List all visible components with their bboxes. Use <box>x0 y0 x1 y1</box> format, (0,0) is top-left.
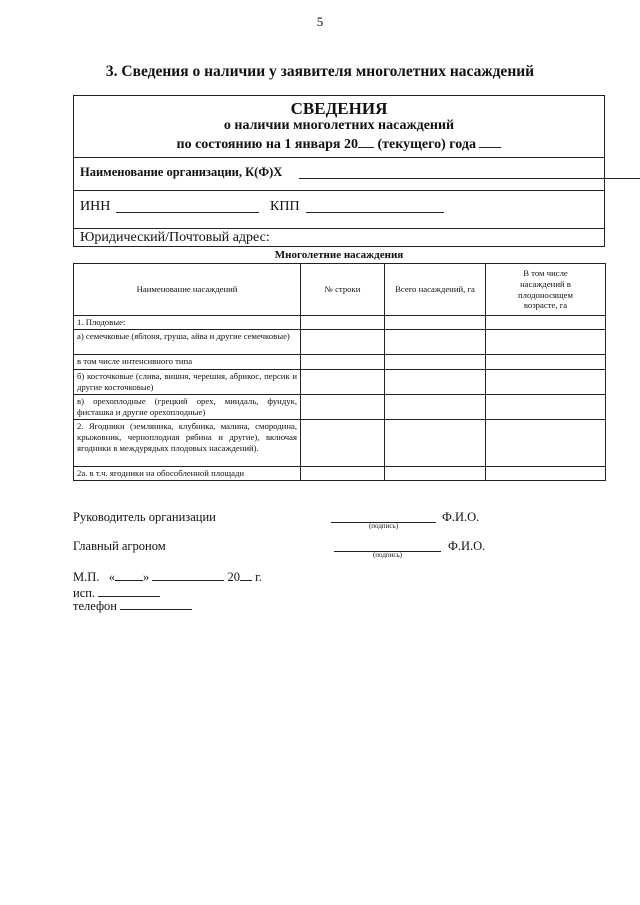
row-number-cell[interactable] <box>301 466 385 480</box>
total-cell[interactable] <box>385 394 486 419</box>
address-label: Юридический/Почтовый адрес: <box>80 230 270 245</box>
row-number-cell[interactable] <box>301 369 385 394</box>
row-label: 2а. в т.ч. ягодники на обособленной площади <box>74 466 301 480</box>
year-prefix: 20 <box>227 570 241 584</box>
total-cell[interactable] <box>385 316 486 330</box>
page-number: 5 <box>316 14 324 29</box>
header-date-line <box>74 135 604 153</box>
head-of-org-label: Руководитель организации <box>73 510 216 524</box>
row-label: а) семечковые (яблоня, груша, айва и другие семечковые) <box>74 329 301 354</box>
col-header-row-number: № строки <box>301 264 385 316</box>
inn-field[interactable] <box>116 212 259 213</box>
inn-divider <box>74 228 604 229</box>
kpp-label: КПП <box>270 199 300 214</box>
table-row <box>74 329 606 354</box>
total-cell[interactable] <box>385 329 486 354</box>
total-cell[interactable] <box>385 369 486 394</box>
head-signature-caption: (подпись) <box>368 522 399 530</box>
table-row <box>74 466 606 480</box>
bearing-cell[interactable] <box>486 466 606 480</box>
header-subtitle: о наличии многолетних насаждений <box>223 118 455 133</box>
org-name-label: Наименование организации, К(Ф)Х <box>80 165 283 179</box>
executor-label: исп. <box>73 586 96 600</box>
row-label: 1. Плодовые: <box>74 316 301 330</box>
row-label: 2. Ягодники (земляника, клубника, малина, смородина, крыжовник, черноплодная рябина и другие), включая ягодники в междурядьях плодовых насаждений). <box>74 419 301 466</box>
row-label: в) орехоплодные (грецкий орех, миндаль, фундук, фисташка и другие орехоплодные) <box>74 394 301 419</box>
bearing-cell[interactable] <box>486 419 606 466</box>
mp-label: М.П. <box>73 570 100 584</box>
info-header-box <box>73 95 605 247</box>
bearing-cell[interactable] <box>486 329 606 354</box>
date-tail-line <box>479 135 501 148</box>
header-date-prefix: по состоянию на 1 января 20 <box>176 137 358 152</box>
phone-line <box>73 598 192 614</box>
bearing-cell[interactable] <box>486 394 606 419</box>
table-row <box>74 316 606 330</box>
header-date-suffix: (текущего) года <box>373 137 476 152</box>
total-cell[interactable] <box>385 419 486 466</box>
year-field[interactable] <box>240 569 252 581</box>
row-number-cell[interactable] <box>301 354 385 369</box>
agronomist-signature-caption: (подпись) <box>372 551 403 559</box>
row-number-cell[interactable] <box>301 316 385 330</box>
header-title: СВЕДЕНИЯ <box>290 99 388 118</box>
org-divider <box>74 190 604 191</box>
header-divider <box>74 157 604 158</box>
chief-agronomist-label: Главный агроном <box>73 539 166 553</box>
bearing-cell[interactable] <box>486 354 606 369</box>
table-row <box>74 419 606 466</box>
col-header-total: Всего насаждений, га <box>385 264 486 316</box>
row-number-cell[interactable] <box>301 394 385 419</box>
phone-field[interactable] <box>120 598 192 610</box>
month-field[interactable] <box>152 569 224 581</box>
bearing-cell[interactable] <box>486 369 606 394</box>
inn-label: ИНН <box>80 199 111 214</box>
org-name-field[interactable] <box>299 178 640 179</box>
table-title: Многолетние насаждения <box>274 249 404 261</box>
table-row <box>74 394 606 419</box>
col-header-name: Наименование насаждений <box>74 264 301 316</box>
row-label: в том числе интенсивного типа <box>74 354 301 369</box>
bearing-cell[interactable] <box>486 316 606 330</box>
table-header-row <box>74 264 606 316</box>
total-cell[interactable] <box>385 466 486 480</box>
row-number-cell[interactable] <box>301 329 385 354</box>
section-title: 3. Сведения о наличии у заявителя многолетних насаждений <box>105 63 535 80</box>
plantings-table <box>73 263 606 481</box>
executor-field[interactable] <box>98 585 160 597</box>
quote-open: « <box>108 570 116 584</box>
year-blank <box>358 135 374 148</box>
day-field[interactable] <box>115 569 143 581</box>
year-suffix: г. <box>255 570 262 584</box>
head-fio-label: Ф.И.О. <box>442 510 480 524</box>
row-label: б) косточковые (слива, вишня, черешня, абрикос, персик и другие косточковые) <box>74 369 301 394</box>
agronomist-fio-label: Ф.И.О. <box>448 539 486 553</box>
col-header-bearing: В том числе насаждений в плодоносящем возрасте, га <box>486 264 606 316</box>
total-cell[interactable] <box>385 354 486 369</box>
quote-close: » <box>143 570 150 584</box>
row-number-cell[interactable] <box>301 419 385 466</box>
table-row <box>74 369 606 394</box>
stamp-date-line <box>73 569 262 585</box>
phone-label: телефон <box>73 599 117 613</box>
kpp-field[interactable] <box>306 212 444 213</box>
table-row <box>74 354 606 369</box>
